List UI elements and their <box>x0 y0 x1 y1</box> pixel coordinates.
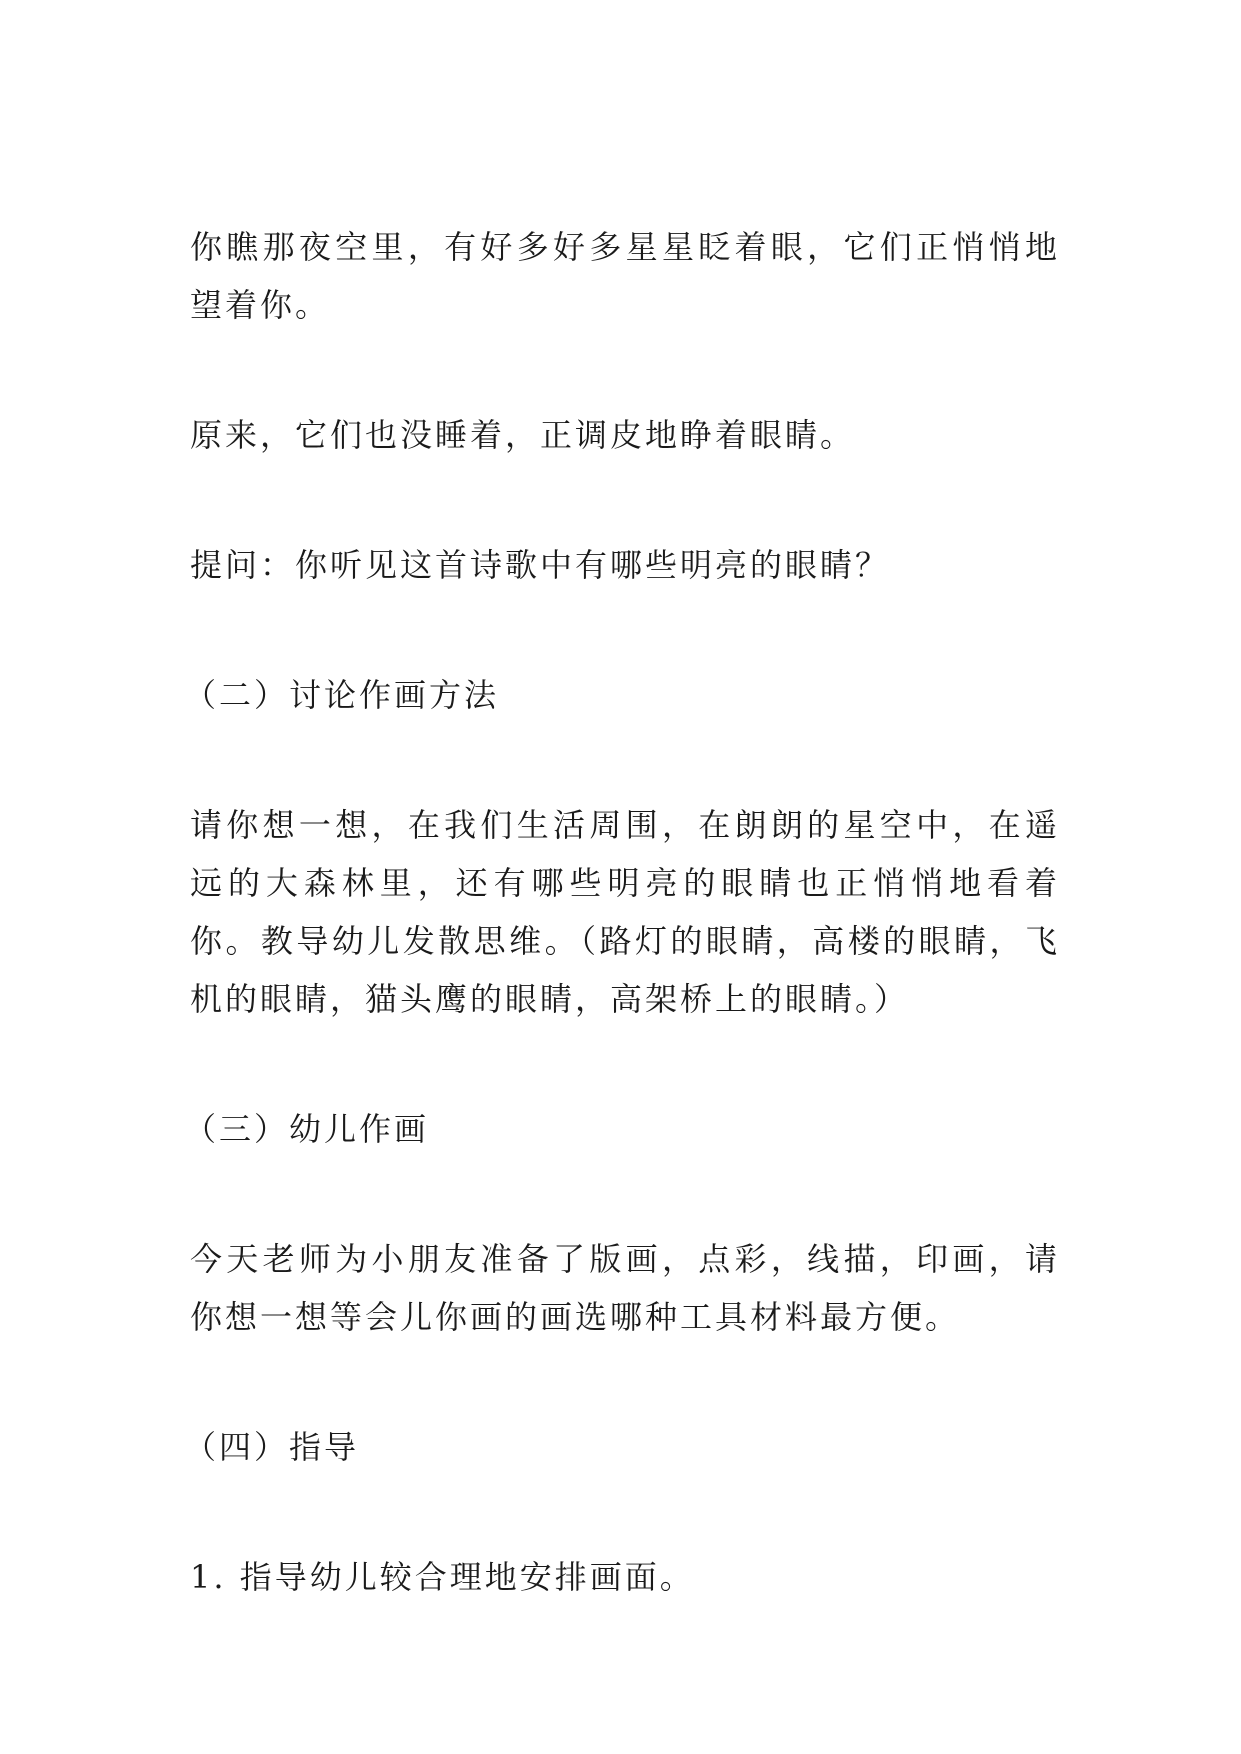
paragraph-materials-prepared: 今天老师为小朋友准备了版画，点彩，线描，印画，请你想一想等会儿你画的画选哪种工具材料最方便。 <box>190 1240 1060 1336</box>
paragraph-guidance-item-1: 1. 指导幼儿较合理地安排画面。 <box>190 1558 695 1596</box>
document-body <box>184 218 1060 1606</box>
section-heading-children-drawing: （三）幼儿作画 <box>184 1110 430 1148</box>
paragraph-night-sky-stars: 你瞧那夜空里，有好多好多星星眨着眼，它们正悄悄地望着你。 <box>190 228 1060 324</box>
section-heading-discuss-method: （二）讨论作画方法 <box>184 676 500 714</box>
section-heading-guidance: （四）指导 <box>184 1428 360 1466</box>
paragraph-think-bright-eyes: 请你想一想，在我们生活周围，在朗朗的星空中，在遥远的大森林里，还有哪些明亮的眼睛也正悄悄地看着你。教导幼儿发散思维。（路灯的眼睛，高楼的眼睛，飞机的眼睛，猫头鹰的眼睛，高架桥上的眼睛。） <box>190 806 1060 1018</box>
paragraph-question: 提问：你听见这首诗歌中有哪些明亮的眼睛？ <box>190 546 891 584</box>
paragraph-stars-awake: 原来，它们也没睡着，正调皮地睁着眼睛。 <box>190 416 856 454</box>
